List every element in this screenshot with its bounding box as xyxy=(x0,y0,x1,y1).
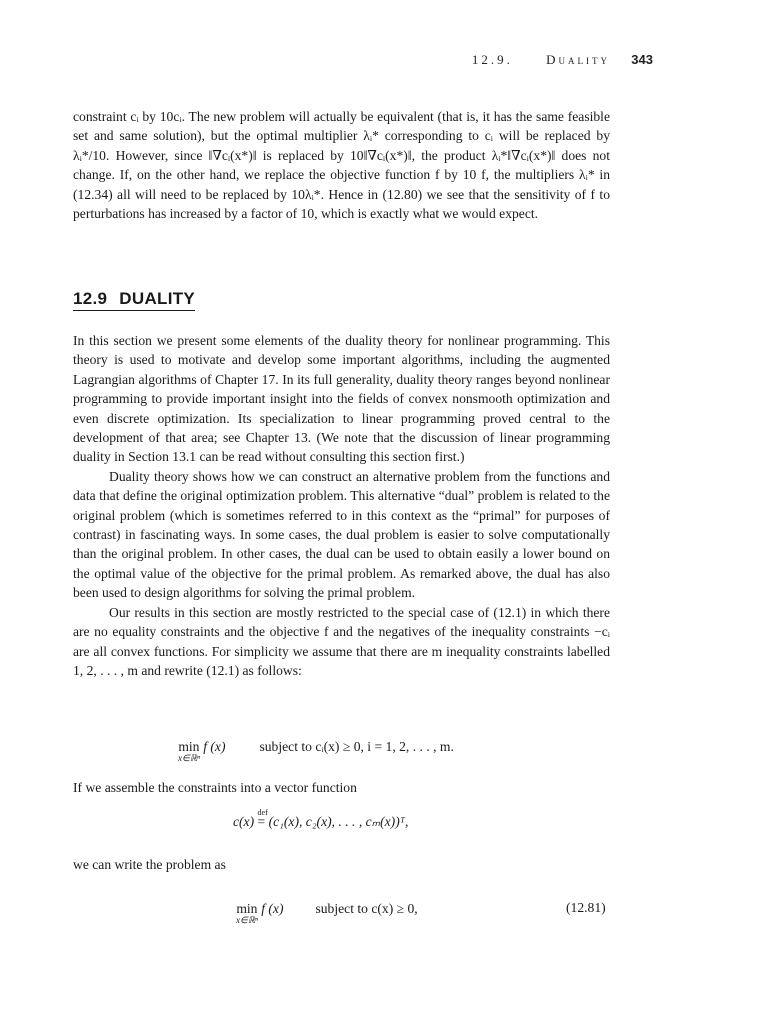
intro-paragraph xyxy=(73,107,610,223)
display-equation-2 xyxy=(233,808,409,831)
page-number: 343 xyxy=(631,52,653,67)
paragraph-1: In this section we present some elements of the duality theory for nonlinear programming. This theory is used to motivate and develop some important algorithms, including the augmented Lagrangian algorithms of Chapter 17. In its full generality, duality theory ranges beyond nonlinear programming to provide important insight into the fields of convex nonsmooth optimization and even discrete optimization. Its specialization to linear programming proved central to the development of that area; see Chapter 13. (We note that the discussion of linear programming duality in Section 13.1 can be read without consulting this section first.) xyxy=(73,333,610,465)
equals-sign: = xyxy=(257,814,266,829)
running-head-section: 12.9. xyxy=(471,52,513,67)
section-body xyxy=(73,331,610,680)
min-label: min xyxy=(178,739,200,754)
paragraph-3: Our results in this section are mostly restricted to the special case of (12.1) in which there are no equality constraints and the objective f and the negatives of the inequality constraints −cᵢ are all convex functions. For simplicity we assume that there are m inequality constraints labelled 1, 2, . . . , m and rewrite (12.1) as follows: xyxy=(73,604,610,678)
objective: f (x) xyxy=(261,901,284,916)
def-equals xyxy=(257,808,268,831)
lead-text-problem: we can write the problem as xyxy=(73,857,226,872)
equation-number: (12.81) xyxy=(566,900,606,915)
min-operator xyxy=(178,738,200,763)
running-head xyxy=(472,52,653,68)
display-equation-3 xyxy=(236,900,418,925)
min-subscript: x∈ℝⁿ xyxy=(236,915,258,925)
min-subscript: x∈ℝⁿ xyxy=(178,753,200,763)
lead-text-vector: If we assemble the constraints into a vector function xyxy=(73,780,357,795)
min-operator xyxy=(236,900,258,925)
paragraph-2: Duality theory shows how we can construct an alternative problem from the functions and data that define the original optimization problem. This alternative “dual” problem is related to the original problem (which is sometimes referred to in this context as the “primal” for purposes of contrast) in fascinating ways. In some cases, the dual problem is easier to solve computationally than the original problem. In other cases, the dual can be used to obtain easily a lower bound on the optimal value of the objective for the primal problem. As remarked above, the dual has also been used to design algorithms for solving the primal problem. xyxy=(73,468,610,601)
def-label: def xyxy=(257,808,268,817)
vector-rhs: (c₁(x), c₂(x), . . . , cₘ(x))ᵀ, xyxy=(268,814,409,829)
constraint: subject to c(x) ≥ 0, xyxy=(315,901,418,916)
vector-lhs: c(x) xyxy=(233,814,255,829)
min-label: min xyxy=(236,901,258,916)
constraint: subject to cᵢ(x) ≥ 0, i = 1, 2, . . . , m. xyxy=(259,739,454,754)
running-head-title: Duality xyxy=(546,52,611,67)
intro-paragraph-text: constraint cᵢ by 10cᵢ. The new problem will actually be equivalent (that is, it has the same feasible set and same solution), but the optimal multiplier λᵢ* corresponding to cᵢ will be replaced by λᵢ*/10. However, since ‖∇cᵢ(x*)‖ is replaced by 10‖∇cᵢ(x*)‖, the product λᵢ*‖∇cᵢ(x*)‖ does not change. If, on the other hand, we replace the objective function f by 10 f, the multipliers λᵢ* in (12.34) all will need to be replaced by 10λᵢ*. Hence in (12.80) we see that the sensitivity of f to perturbations has increased by a factor of 10, which is exactly what we would expect. xyxy=(73,109,610,222)
section-heading-number: 12.9 xyxy=(73,289,108,308)
section-heading xyxy=(73,289,195,311)
display-equation-1 xyxy=(178,738,454,763)
objective: f (x) xyxy=(203,739,226,754)
section-heading-title: DUALITY xyxy=(119,289,196,308)
